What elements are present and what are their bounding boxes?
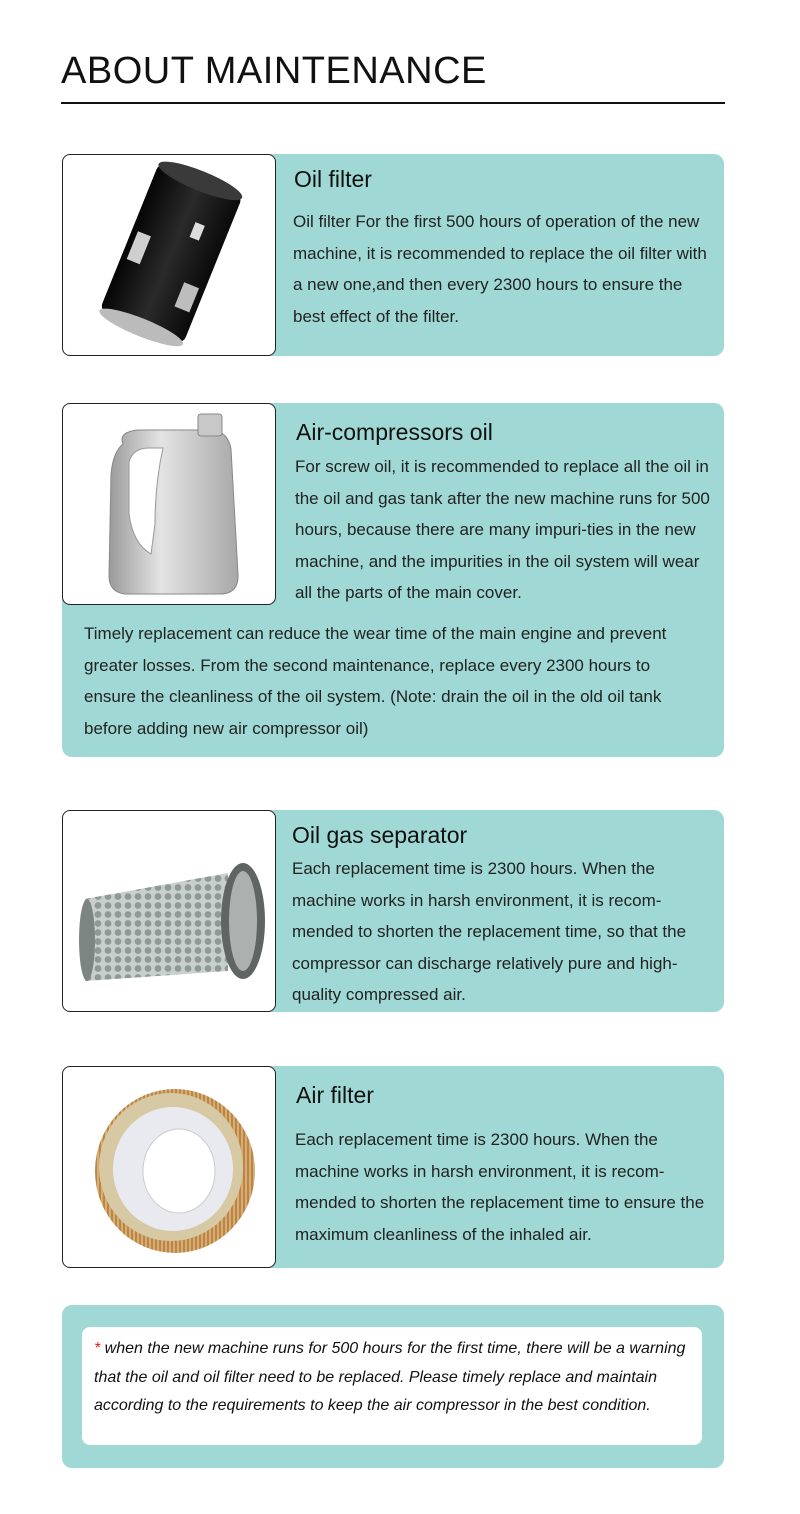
section-extra-text: Timely replacement can reduce the wear time of the main engine and prevent greater losses. From the second maintenance, replace every 2300 hours to ensure the cleanliness of the oil system. (Note: drain the oil in the old oil tank before adding new air compressor oil) (84, 624, 667, 738)
oil-filter-image (62, 154, 276, 356)
section-text: Each replacement time is 2300 hours. When the machine works in harsh environment, it is recom-mended to shorten the replacement time, so that the compressor can discharge relatively pure and high-quality compressed air. (292, 859, 687, 1004)
section-air-filter (62, 1066, 724, 1268)
note-text: when the new machine runs for 500 hours for the first time, there will be a warning that the oil and oil filter need to be replaced. Please timely replace and maintain according to the requirements to keep the air compressor in the best condition. (94, 1340, 686, 1414)
section-title: Oil gas separator (292, 822, 468, 848)
maintenance-note (82, 1327, 702, 1445)
page-title: ABOUT MAINTENANCE (61, 50, 487, 92)
air-filter-image (62, 1066, 276, 1268)
oil-jug-image (62, 403, 276, 605)
note-asterisk: * (94, 1340, 101, 1357)
section-oil-gas-separator (62, 810, 724, 1012)
separator-image (62, 810, 276, 1012)
section-title: Air filter (296, 1082, 374, 1108)
section-text: Each replacement time is 2300 hours. When the machine works in harsh environment, it is recom-mended to shorten the replacement time to ensure the maximum cleanliness of the inhaled air. (295, 1130, 705, 1244)
section-title: Oil filter (294, 166, 372, 192)
title-divider (61, 102, 725, 104)
section-text: For screw oil, it is recommended to replace all the oil in the oil and gas tank after the new machine runs for 500 hours, because there are many impuri-ties in the new machine, and the impurities in the oil system will wear all the parts of the main cover. (295, 457, 710, 602)
section-title: Air-compressors oil (296, 419, 493, 445)
section-text: Oil filter For the first 500 hours of operation of the new machine, it is recommended to replace the oil filter with a new one,and then every 2300 hours to ensure the best effect of the filter. (293, 212, 707, 326)
section-air-compressors-oil (62, 403, 724, 757)
section-oil-filter (62, 154, 724, 356)
maintenance-note-card (62, 1305, 724, 1468)
